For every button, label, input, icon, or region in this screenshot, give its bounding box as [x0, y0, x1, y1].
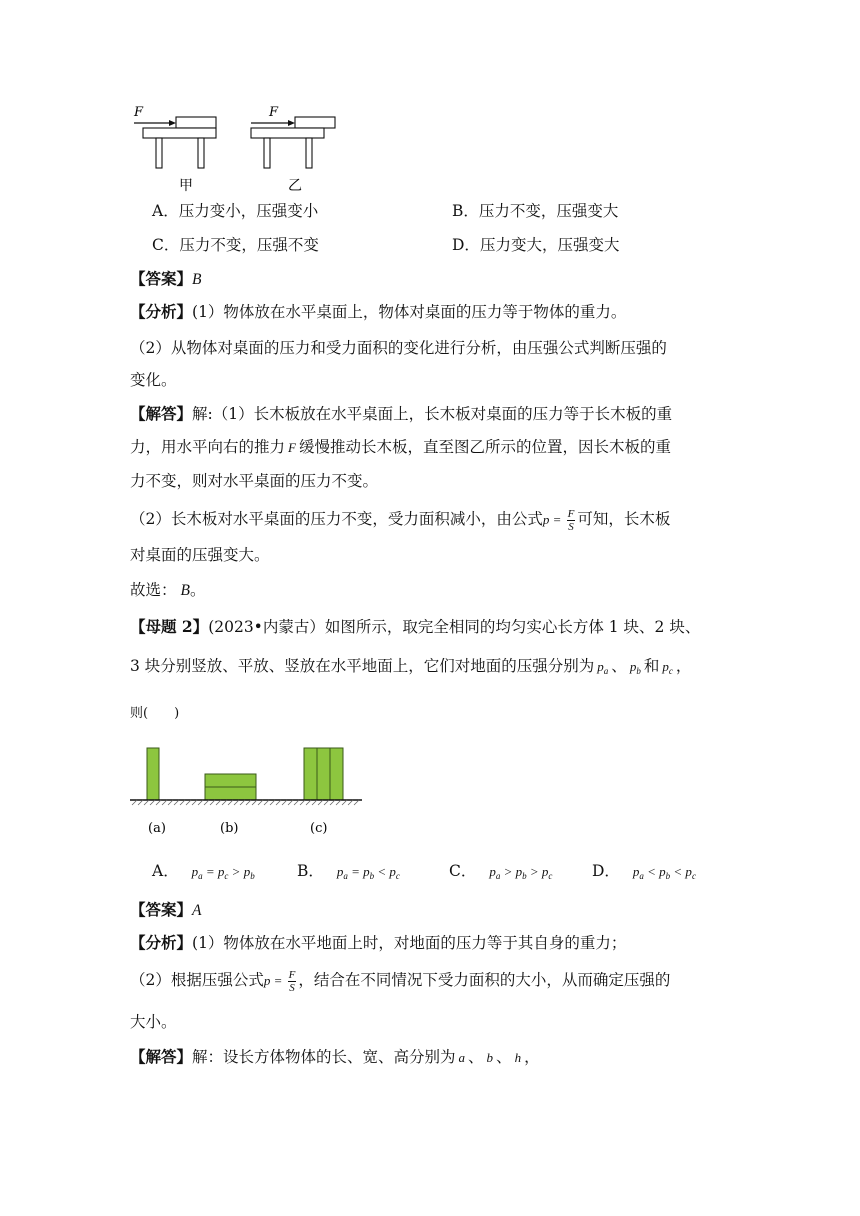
- q2-answer-value: A: [192, 902, 202, 919]
- table-top-right: [251, 128, 324, 138]
- formula-numerator: F: [567, 507, 575, 520]
- formula2-numerator: F: [288, 968, 296, 981]
- arrowhead-right: [288, 120, 295, 126]
- q2-analysis-2-post: ，结合在不同情况下受力面积的大小，从而确定压强的: [298, 971, 671, 989]
- fig-label-c: (c): [310, 821, 328, 836]
- ground-hatching: [132, 800, 359, 805]
- formula2-denominator: S: [289, 981, 295, 994]
- formula2-fraction: [288, 969, 297, 994]
- q2-line-3: 则( ): [130, 706, 180, 721]
- table-leg-right-2: [306, 138, 312, 168]
- q2-analysis-2c: 大小。: [130, 1013, 177, 1031]
- formula-lhs: p: [542, 512, 550, 527]
- q1-analysis-tag: 【分析】: [130, 302, 193, 321]
- q2-analysis-1-text: (1）物体放在水平地面上时，对地面的压力等于其自身的重力；: [192, 934, 627, 952]
- q2-solution-tag: 【解答】: [130, 1047, 193, 1066]
- q2-line-2-end: ，: [675, 657, 692, 675]
- q2-option-b-letter: B．: [297, 862, 324, 880]
- q1-option-d-text: 压力变大，压强变大: [479, 236, 620, 254]
- board-right: [295, 117, 335, 128]
- table-leg-right-1: [264, 138, 270, 168]
- formula2-equals: =: [270, 973, 286, 988]
- arrowhead-left: [169, 120, 176, 126]
- q1-analysis-2a: （2）从物体对桌面的压力和受力面积的变化进行分析，由压强公式判断压强的: [130, 339, 667, 357]
- block-c-2: [317, 748, 330, 800]
- q1-option-b: [452, 201, 618, 221]
- q1-solution-1b-post: 缓慢推动长木板，直至图乙所示的位置，因长木板的重: [298, 438, 671, 456]
- q1-solution-tag: 【解答】: [130, 404, 193, 423]
- q1-analysis-2b: 变化。: [130, 371, 177, 389]
- q1-option-b-text: 压力不变，压强变大: [478, 202, 619, 220]
- figure-table-boards: [128, 100, 348, 196]
- q1-solution-2a-pre: （2）长木板对水平桌面的压力不变，受力面积减小，由公式: [130, 510, 543, 528]
- q1-choose: [130, 580, 206, 601]
- q1-answer: [130, 269, 201, 290]
- q2-option-c-letter: C．: [449, 862, 477, 880]
- figure-blocks: [128, 742, 368, 842]
- q1-solution-1b-var: F: [288, 440, 296, 455]
- q1-option-d-letter: D．: [452, 236, 480, 254]
- q2-option-a: [152, 861, 255, 886]
- q1-solution-2a-post: 可知，长木板: [577, 510, 671, 528]
- block-c-3: [330, 748, 343, 800]
- q2-analysis-2: [130, 963, 670, 998]
- q2-line-1-text: (2023•内蒙古）如图所示，取完全相同的均匀实心长方体 1 块、2 块、: [208, 618, 701, 636]
- q1-solution-1b: [130, 437, 671, 458]
- q2-line-2-and: 和: [643, 657, 660, 675]
- q2-answer: [130, 900, 201, 921]
- q1-solution-1a: [130, 404, 672, 424]
- q1-option-a-text: 压力变小，压强变小: [178, 202, 319, 220]
- table-top-left: [143, 128, 216, 138]
- q2-line-2-text: 3 块分别竖放、平放、竖放在水平地面上，它们对地面的压强分别为: [130, 657, 595, 675]
- q1-solution-2a: [130, 502, 670, 537]
- label-jia: 甲: [179, 178, 193, 194]
- q1-answer-tag: 【答案】: [130, 269, 193, 288]
- q1-analysis-1-text: (1）物体放在水平桌面上，物体对桌面的压力等于物体的重力。: [192, 303, 627, 321]
- q2-option-d-letter: D．: [592, 862, 620, 880]
- var-a: a: [458, 1050, 466, 1065]
- table-leg-left-2: [198, 138, 204, 168]
- q2-option-c: [449, 861, 552, 886]
- q1-option-c-letter: C．: [152, 236, 180, 254]
- q1-solution-1c: 力不变，则对水平桌面的压力不变。: [130, 472, 379, 490]
- formula-fraction: [567, 508, 576, 533]
- q1-solution-1a-text: 解:（1）长木板放在水平桌面上，长木板对桌面的压力等于长木板的重: [192, 405, 673, 423]
- q2-solution-1-text: 解：设长方体物体的长、宽、高分别为: [192, 1048, 456, 1066]
- block-c-1: [304, 748, 317, 800]
- q1-option-c-text: 压力不变，压强不变: [179, 236, 319, 254]
- formula-denominator: S: [568, 520, 574, 533]
- q2-option-b-text: $p_a = p_b < p_c$: [336, 864, 400, 881]
- fig-label-a: (a): [148, 821, 166, 836]
- block-b-bottom: [205, 787, 256, 800]
- pa-var: $p_a$: [597, 659, 609, 676]
- q2-solution-1: 【解答】解：设长方体物体的长、宽、高分别为 a 、 b 、 h ，: [130, 1047, 540, 1066]
- pb-var: $p_b$: [629, 659, 641, 676]
- q1-option-c: [152, 235, 319, 255]
- formula2-lhs: p: [263, 973, 271, 988]
- formula-equals: =: [549, 512, 565, 527]
- q2-option-b: [297, 861, 400, 886]
- q1-option-d: [452, 235, 619, 255]
- q2-analysis-2-pre: （2）根据压强公式: [130, 971, 264, 989]
- board-left: [176, 117, 216, 128]
- q2-analysis-1: [130, 933, 626, 953]
- q1-option-b-letter: B．: [452, 202, 479, 220]
- q2-option-a-letter: A．: [152, 862, 179, 880]
- q1-choose-label: 故选：: [130, 581, 177, 599]
- q1-choose-end: 。: [189, 581, 206, 599]
- q2-line-1: [130, 617, 700, 637]
- pc-var: $p_c$: [662, 659, 673, 676]
- q2-option-a-text: $p_a = p_c > p_b$: [191, 864, 255, 881]
- q2-answer-tag: 【答案】: [130, 900, 193, 919]
- q2-line-2: 3 块分别竖放、平放、竖放在水平地面上，它们对地面的压强分别为 $p_a$ 、 $p_b$ 和 $p_c$ ，: [130, 657, 692, 676]
- q1-solution-2b: 对桌面的压强变大。: [130, 546, 270, 564]
- table-leg-left-1: [156, 138, 162, 168]
- block-a: [147, 748, 159, 800]
- q2-option-c-text: $p_a > p_b > p_c$: [489, 864, 553, 881]
- force-label-left: F: [134, 105, 144, 120]
- q1-solution-1b-pre: 力，用水平向右的推力: [130, 438, 286, 456]
- force-label-right: F: [269, 105, 279, 120]
- q1-choose-value: B: [180, 582, 190, 599]
- q1-analysis-1: [130, 302, 626, 322]
- label-yi: 乙: [288, 178, 302, 194]
- q2-option-d-text: $p_a < p_b < p_c$: [632, 864, 696, 881]
- q2-analysis-tag: 【分析】: [130, 933, 193, 952]
- q2-option-d: [592, 861, 696, 886]
- block-b-top: [205, 774, 256, 787]
- q1-answer-value: B: [192, 271, 202, 288]
- var-b: b: [486, 1050, 494, 1065]
- q2-tag: 【母题 2】: [130, 617, 209, 636]
- fig-label-b: (b): [220, 821, 239, 836]
- q1-option-a: [152, 201, 318, 221]
- var-h: h: [514, 1050, 522, 1065]
- q1-option-a-letter: A．: [152, 202, 179, 220]
